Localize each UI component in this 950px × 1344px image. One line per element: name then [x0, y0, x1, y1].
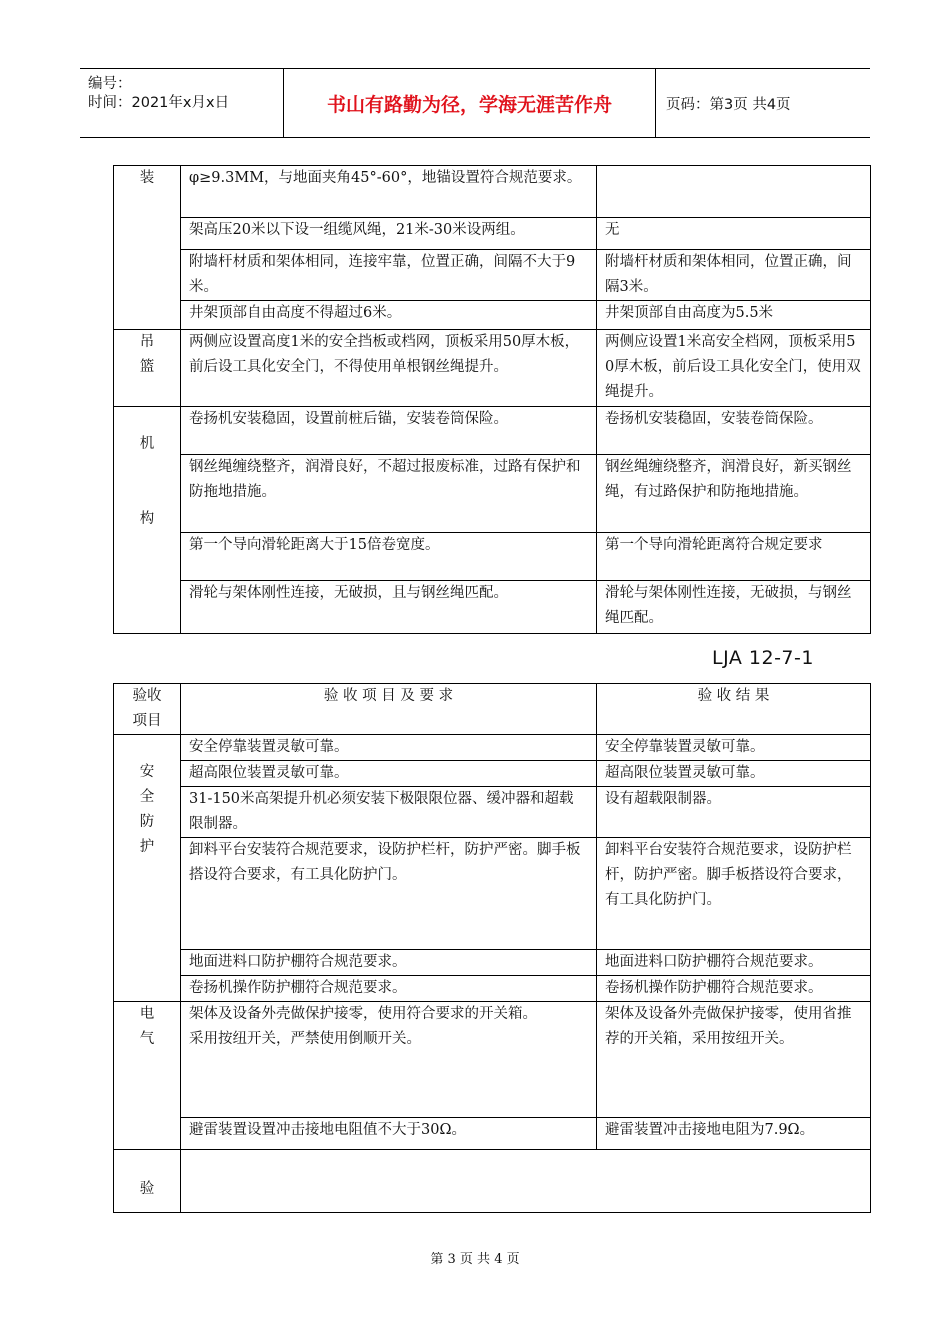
table-row — [114, 950, 871, 976]
result-cell: 安全停靠装置灵敏可靠。 — [597, 735, 871, 761]
table-row — [114, 407, 871, 455]
result-cell: 架体及设备外壳做保护接零，使用省推荐的开关箱，采用按纽开关。 — [597, 1002, 871, 1118]
result-cell: 两侧应设置1米高安全档网，顶板采用50厚木板，前后设工具化安全门，使用双绳提升。 — [597, 330, 871, 407]
result-cell: 卸料平台安装符合规范要求，设防护栏杆，防护严密。脚手板搭设符合要求，有工具化防护门。 — [597, 838, 871, 950]
header-result: 验 收 结 果 — [597, 684, 871, 735]
table-row — [114, 735, 871, 761]
category-cell: 吊 篮 — [114, 330, 181, 407]
table-row — [114, 533, 871, 581]
category-cell: 验 — [114, 1150, 181, 1213]
time-label: 时间：2021年x月x日 — [88, 95, 230, 111]
motto: 书山有路勤为径，学海无涯苦作舟 — [284, 69, 656, 137]
inspection-table-1 — [113, 165, 871, 634]
requirement-cell: 避雷装置设置冲击接地电阻值不大于30Ω。 — [181, 1118, 597, 1150]
requirement-cell: 井架顶部自由高度不得超过6米。 — [181, 301, 597, 330]
empty-cell — [181, 1150, 871, 1213]
result-cell: 避雷装置冲击接地电阻为7.9Ω。 — [597, 1118, 871, 1150]
result-cell — [597, 166, 871, 218]
result-cell: 卷扬机操作防护棚符合规范要求。 — [597, 976, 871, 1002]
category-cell: 机 构 — [114, 407, 181, 634]
table-row — [114, 761, 871, 787]
requirement-cell: 架体及设备外壳做保护接零，使用符合要求的开关箱。 采用按纽开关，严禁使用倒顺开关。 — [181, 1002, 597, 1118]
table-row — [114, 301, 871, 330]
requirement-cell: 附墙杆材质和架体相同，连接牢靠，位置正确，间隔不大于9米。 — [181, 250, 597, 301]
header-requirement: 验 收 项 目 及 要 求 — [181, 684, 597, 735]
result-cell: 第一个导向滑轮距离符合规定要求 — [597, 533, 871, 581]
table-code: LJA 12-7-1 — [712, 647, 814, 669]
header-item: 验收 项目 — [114, 684, 181, 735]
table-row — [114, 1118, 871, 1150]
result-cell: 附墙杆材质和架体相同，位置正确，间隔3米。 — [597, 250, 871, 301]
result-cell: 地面进料口防护棚符合规范要求。 — [597, 950, 871, 976]
category-cell: 电 气 — [114, 1002, 181, 1150]
requirement-cell: 第一个导向滑轮距离大于15倍卷宽度。 — [181, 533, 597, 581]
table-row — [114, 250, 871, 301]
requirement-cell: 安全停靠装置灵敏可靠。 — [181, 735, 597, 761]
result-cell: 滑轮与架体刚性连接，无破损，与钢丝绳匹配。 — [597, 581, 871, 634]
requirement-cell: 两侧应设置高度1米的安全挡板或档网，顶板采用50厚木板，前后设工具化安全门，不得使用单根钢丝绳提升。 — [181, 330, 597, 407]
result-cell: 设有超载限制器。 — [597, 787, 871, 838]
requirement-cell: 超高限位装置灵敏可靠。 — [181, 761, 597, 787]
category-cell: 安 全 防 护 — [114, 735, 181, 1002]
requirement-cell: 卸料平台安装符合规范要求，设防护栏杆，防护严密。脚手板搭设符合要求，有工具化防护门。 — [181, 838, 597, 950]
requirement-cell: φ≥9.3MM，与地面夹角45°-60°，地锚设置符合规范要求。 — [181, 166, 597, 218]
table-row — [114, 1002, 871, 1118]
table-row — [114, 787, 871, 838]
requirement-cell: 地面进料口防护棚符合规范要求。 — [181, 950, 597, 976]
table-row — [114, 581, 871, 634]
inspection-table-2 — [113, 683, 871, 1213]
table-header-row — [114, 684, 871, 735]
requirement-cell: 钢丝绳缠绕整齐，润滑良好，不超过报废标准，过路有保护和防拖地措施。 — [181, 455, 597, 533]
requirement-cell: 卷扬机操作防护棚符合规范要求。 — [181, 976, 597, 1002]
table-row — [114, 330, 871, 407]
requirement-cell: 架高压20米以下设一组缆风绳，21米-30米设两组。 — [181, 218, 597, 250]
result-cell: 钢丝绳缠绕整齐，润滑良好，新买钢丝绳，有过路保护和防拖地措施。 — [597, 455, 871, 533]
table-row — [114, 218, 871, 250]
result-cell: 超高限位装置灵敏可靠。 — [597, 761, 871, 787]
result-cell: 无 — [597, 218, 871, 250]
table-row — [114, 166, 871, 218]
number-label: 编号： — [88, 76, 132, 92]
result-cell: 卷扬机安装稳固，安装卷筒保险。 — [597, 407, 871, 455]
page-footer: 第 3 页 共 4 页 — [430, 1252, 520, 1267]
header-meta — [80, 69, 284, 137]
requirement-cell: 31-150米高架提升机必须安装下极限限位器、缓冲器和超载限制器。 — [181, 787, 597, 838]
result-cell: 井架顶部自由高度为5.5米 — [597, 301, 871, 330]
requirement-cell: 滑轮与架体刚性连接，无破损，且与钢丝绳匹配。 — [181, 581, 597, 634]
table-row — [114, 976, 871, 1002]
table-row — [114, 455, 871, 533]
page-header — [80, 68, 870, 138]
requirement-cell: 卷扬机安装稳固，设置前桩后锚，安装卷筒保险。 — [181, 407, 597, 455]
page-info: 页码：第3页 共4页 — [666, 96, 791, 113]
category-cell: 装 — [114, 166, 181, 330]
table-row — [114, 838, 871, 950]
table-row — [114, 1150, 871, 1213]
